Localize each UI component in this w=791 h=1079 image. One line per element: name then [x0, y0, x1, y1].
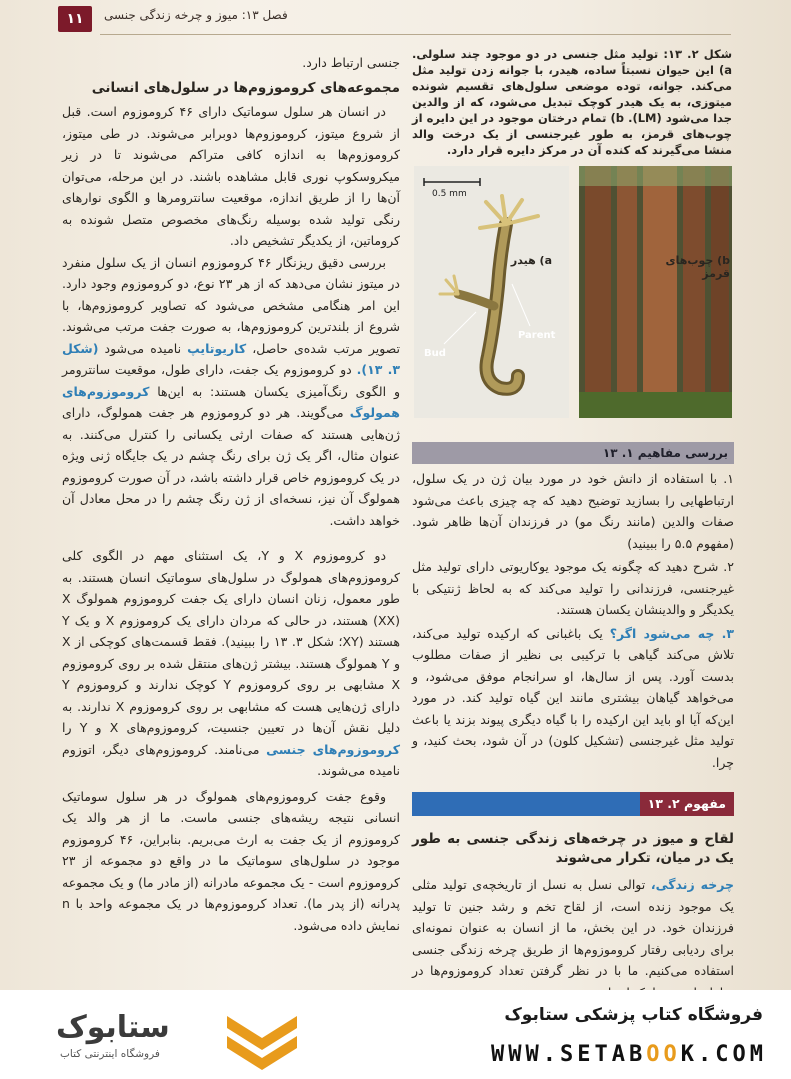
url-part: K.COM	[680, 1042, 767, 1067]
paragraph-text: دو کروموزوم یک جفت، دارای طول، موقعیت سانترومر و الگوی رنگ‌آمیزی یکسان هستند: به این‌ها	[62, 362, 400, 399]
paragraph-text: می‌نامند. کروموزوم‌های دیگر، اتوزوم نامیده می‌شوند.	[62, 741, 400, 778]
bud-label: Bud	[424, 348, 446, 359]
parent-label: Parent	[518, 330, 556, 341]
chapter-title: فصل ۱۳: میوز و چرخه زندگی جنسی	[104, 8, 288, 22]
paragraph-text: دو کروموزوم X و Y، یک استثنای مهم در الگوی کلی کروموزوم‌های همولوگ در سلول‌های سوماتیک انسان هستند. به طور معمول، زنان انسان دارای یک جفت کروموزوم همولوگ X (XX) هستند، در حالی که مردان دارای یک کروموزوم X و یک Y هستند (XY؛ شکل ۳. ۱۳ را ببینید). فقط قسمت‌های کوچکی از X و Y همولوگ هستند. بیشتر ژن‌های منتقل شده بر روی کروموزوم X مشابهی بر روی کروموزوم Y کوچک ندارند و کروموزوم Y دارای ژن‌هایی هست که مشابهی بر روی کروموزوم X ندارند. به دلیل نقش آن‌ها در تعیین جنسیت، کروموزوم‌های X و Y را	[62, 548, 401, 735]
paragraph-text: بررسی دقیق ریزنگار ۴۶ کروموزوم انسان از یک سلول منفرد در میتوز نشان می‌دهد که از هر ۲۳ نوع، دو کروموزوم وجود دارد. این امر هنگامی مشخص می‌شود که تصاویر کروموزوم‌ها، با شروع از بلندترین کروموزوم‌ها، به صورت جفت مرتب می‌شوند. تصویر مرتب شده‌ی حاصل،	[62, 254, 400, 356]
store-logo-subtitle: فروشگاه اینترنتی کتاب	[60, 1048, 160, 1060]
paragraph: وقوع جفت کروموزوم‌های همولوگ در هر سلول سوماتیک انسانی نتیجه ریشه‌های جنسی ماست. ما از هر والد یک کروموزوم از یک جفت به ارث می‌بریم. بنابراین، ۴۶ کروموزوم موجود در سلول‌های سوماتیک ما در واقع دو مجموعه از ۲۳ کروموزوم است - یک مجموعه مادرانه (از مادر ما) و یک مجموعه پدرانه (از پدر ما). تعداد کروموزوم‌ها در یک مجموعه واحد با n نمایش داده می‌شود.	[62, 788, 401, 933]
concept-check-title: بررسی مفاهیم ۱. ۱۳	[602, 446, 728, 460]
url-part: WWW.SETAB	[491, 1042, 647, 1067]
paragraph-text: توالی نسل به نسل از تاریخچه‌ی تولید مثلی یک موجود زنده است، از لقاح تخم و رشد جنین تا تولید فرزندان خود. در این بخش، ما از انسان به عنوان نمونه‌ای برای ردیابی رفتار کروموزوم‌ها از طریق چرخه زندگی جنسی استفاده می‌کنیم. ما با در نظر گرفتن تعداد کروموزوم‌ها در	[412, 877, 734, 978]
concept-section	[412, 826, 734, 1003]
keyword-life-cycle: چرخه زندگی،	[650, 877, 734, 892]
keyword-sex-chromosomes: کروموزوم‌های جنسی	[266, 741, 400, 757]
store-emblem-icon	[222, 1010, 302, 1070]
figure-label-a: a) هیدر	[510, 254, 552, 267]
figure-caption: شکل ۲. ۱۳: تولید مثل جنسی در دو موجود چند سلولی. a) این حیوان نسبتاً ساده، هیدر، با جوانه زدن تولید مثل می‌کند. جوانه، توده موضعی سلول‌های تقسیم شونده میتوزی، به یک هیدر کوچک تبدیل می‌شود، که از والدین جدا می‌شود (LM). b) تمام درختان موجود در این دایره از چوب‌های قرمز، به طور غیرجنسی از یک درخت والد منشا می‌گیرند که کنده آن در مرکز دایره قرار دارد.	[412, 47, 733, 157]
concept-label: مفهوم ۲. ۱۳	[640, 792, 734, 816]
figure-13-2	[412, 166, 732, 418]
url-part-highlight: OO	[646, 1042, 681, 1067]
paragraph: جنسی ارتباط دارد.	[302, 55, 400, 70]
paragraph	[412, 874, 734, 1003]
hydra-micrograph	[414, 166, 569, 418]
scale-bar-label: 0.5 mm	[432, 189, 467, 199]
question-1: ۱. با استفاده از دانش خود در مورد بیان ژن در یک سلول، ارتباطهایی را بسازید توضیح دهید که چه چیزی باعث می‌شود صفات والدین (مانند رنگ مو) در فرزندان آن‌ها ظاهر شود. (مفهوم ۵.۵ را ببینید)	[412, 471, 734, 551]
concept-heading: لقاح و میوز در چرخه‌های زندگی جنسی به طور یک در میان، تکرار می‌شوند	[412, 831, 734, 866]
paragraph	[62, 252, 400, 532]
redwood-photo	[579, 166, 732, 418]
figure-label-b: b) چوب‌های قرمز	[665, 254, 730, 280]
what-if-lead: ۳. چه می‌شود اگر؟	[609, 625, 735, 641]
store-url[interactable]	[491, 1042, 767, 1067]
left-column	[62, 52, 400, 936]
redwood-illustration	[579, 166, 732, 418]
review-questions	[412, 468, 734, 775]
keyword-karyotype: کاریوتایپ	[187, 340, 247, 356]
section-heading: مجموعه‌های کروموزوم‌ها در سلول‌های انسانی	[91, 79, 400, 96]
concept-banner	[412, 792, 734, 816]
question-2: ۲. شرح دهید که چگونه یک موجود یوکاریوتی دارای تولید مثل غیرجنسی، فرزندانی را تولید می‌کند که به لحاظ ژنتیکی با یکدیگر و والدینشان یکسان هستند.	[412, 559, 734, 617]
question-3	[412, 623, 734, 774]
paragraph	[62, 545, 400, 782]
page-header	[0, 0, 791, 40]
paragraph: در انسان هر سلول سوماتیک دارای ۴۶ کروموزوم است. قبل از شروع میتوز، کروموزوم‌ها دوبرابر می‌شوند. در طی میتوز، کروموزوم‌ها به اندازه کافی متراکم می‌شوند تا در زیر میکروسکوپ نوری قابل مشاهده باشند. در این مرحله، می‌توان آن‌ها را از طریق اندازه، موقعیت سانترومرها و الگوی نوارهای رنگی تولید شده بوسیله رنگ‌های مخصوص متصل شونده به کروماتین، از یکدیگر تشخیص داد.	[62, 104, 400, 248]
paragraph-text: می‌گویند. هر دو کروموزوم هر جفت همولوگ، دارای ژن‌هایی هستند که صفات ارثی یکسانی را کنترل می‌کنند. به عنوان مثال، اگر یک ژن برای رنگ چشم در یک جایگاه ژنی ویژه در یک کروموزوم خاص قرار داشته باشد، در آن صورت کروموزوم همولوگ آن نیز، نسخه‌ای از ژن رنگ چشم را در محل معادل آن خواهد داشت.	[62, 405, 400, 528]
concept-check-bar	[412, 442, 734, 464]
hydra-illustration	[414, 166, 569, 418]
keyword-homologous: کروموزوم‌های همولوگ	[62, 383, 400, 420]
store-logo-text: ستابوک	[56, 1010, 170, 1045]
store-name: فروشگاه کتاب پزشکی ستابوک	[504, 1005, 763, 1025]
header-rule	[100, 34, 731, 35]
figure-reference: (شکل ۳. ۱۳).	[62, 340, 400, 377]
question-text: یک باغبانی که ارکیده تولید می‌کند، تلاش می‌کند گیاهی با ترکیبی بی نظیر از صفات مطلوب بدست آورد. پس از سال‌ها، او سرانجام موفق می‌شود، و می‌خواهد گیاهان بیشتری مانند این گیاه تولید کند. در مورد این‌که آیا او باید این ارکیده را با گیاه دیگری پیوند بزند یا باعث تولید مثل غیرجنسی (تشکیل کلون) در آن شود، بحث کنید، و چرا.	[412, 625, 734, 770]
paragraph-text: نامیده می‌شود	[104, 340, 182, 356]
chapter-number-badge: ۱۱	[58, 6, 92, 32]
